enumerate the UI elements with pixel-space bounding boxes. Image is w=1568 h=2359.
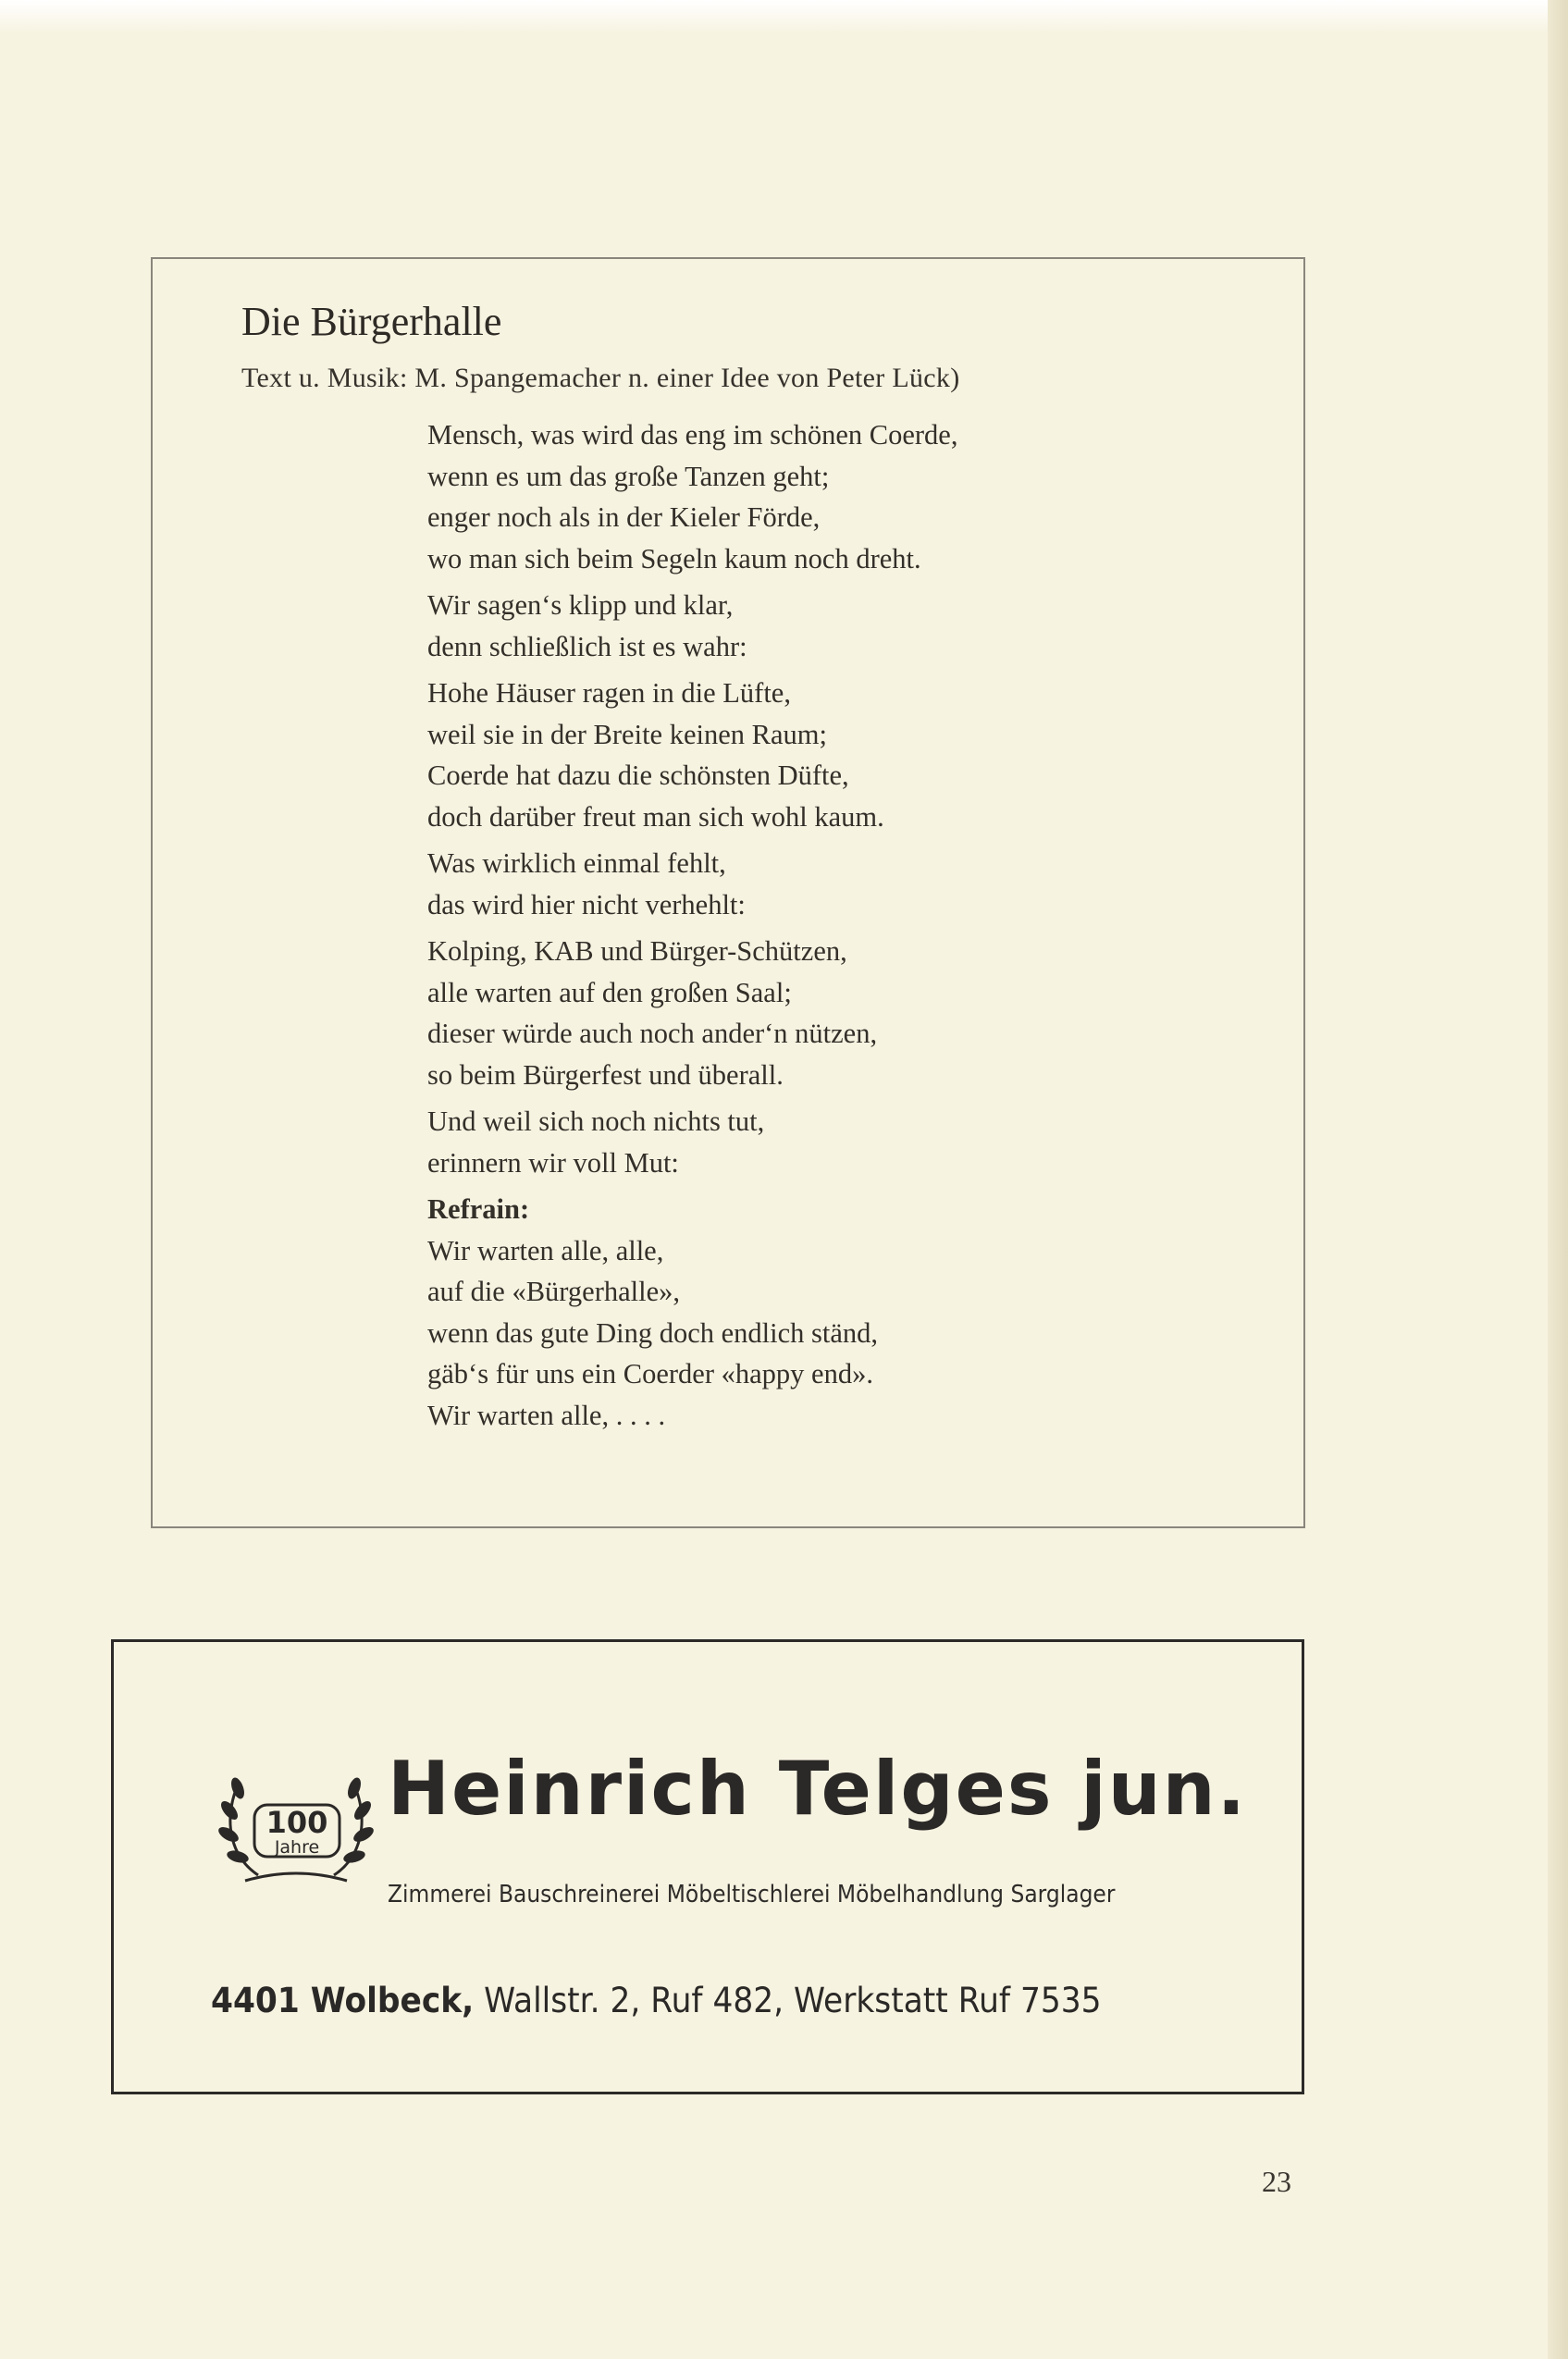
company-name: Heinrich Telges jun. xyxy=(388,1746,1248,1832)
anniversary-badge xyxy=(217,1757,375,1890)
lyric-line: Coerde hat dazu die schönsten Düfte, xyxy=(427,760,849,791)
lyric-line: wo man sich beim Segeln kaum noch dreht. xyxy=(427,542,921,574)
page-top-edge xyxy=(0,0,1568,33)
advertisement-box xyxy=(111,1639,1304,2094)
lyric-line: so beim Bürgerfest und überall. xyxy=(427,1058,784,1091)
refrain-line: Wir warten alle, . . . . xyxy=(427,1399,666,1431)
stanza-2 xyxy=(427,585,1260,667)
stanza-6 xyxy=(427,1101,1260,1183)
refrain-line: auf die «Bürgerhalle», xyxy=(427,1276,680,1307)
badge-number: 100 xyxy=(265,1805,328,1840)
lyric-line: denn schließlich ist es wahr: xyxy=(427,630,747,662)
refrain-line: gäb‘s für uns ein Coerder «happy end». xyxy=(427,1358,873,1389)
badge-label: Jahre xyxy=(274,1837,320,1858)
song-credit: Text u. Musik: M. Spangemacher n. einer Idee von Peter Lück) xyxy=(241,363,960,393)
refrain xyxy=(427,1189,1260,1436)
address-city: 4401 Wolbeck, xyxy=(211,1981,475,2020)
page-right-edge xyxy=(1548,0,1568,2359)
address-details: Wallstr. 2, Ruf 482, Werkstatt Ruf 7535 xyxy=(474,1981,1102,2020)
stanza-3 xyxy=(427,673,1260,837)
stanza-5 xyxy=(427,931,1260,1095)
lyric-line: wenn es um das große Tanzen geht; xyxy=(427,460,830,492)
lyric-line: Kolping, KAB und Bürger-Schützen, xyxy=(427,935,847,967)
lyric-line: Wir sagen‘s klipp und klar, xyxy=(427,589,734,621)
song-lyrics xyxy=(427,414,1260,1436)
lyric-line: erinnern wir voll Mut: xyxy=(427,1146,679,1179)
song-title: Die Bürgerhalle xyxy=(241,299,502,344)
lyric-line: das wird hier nicht verhehlt: xyxy=(427,888,746,920)
lyric-line: weil sie in der Breite keinen Raum; xyxy=(427,718,827,750)
refrain-label: Refrain: xyxy=(427,1193,530,1225)
company-address xyxy=(211,1981,1102,2020)
laurel-wreath-icon xyxy=(217,1757,375,1890)
lyric-line: Was wirklich einmal fehlt, xyxy=(427,847,726,879)
page-number: 23 xyxy=(1262,2165,1291,2198)
lyric-line: enger noch als in der Kieler Förde, xyxy=(427,501,821,533)
lyric-line: Mensch, was wird das eng im schönen Coerde, xyxy=(427,419,958,451)
stanza-1 xyxy=(427,414,1260,579)
lyric-line: Hohe Häuser ragen in die Lüfte, xyxy=(427,677,791,709)
stanza-4 xyxy=(427,843,1260,925)
refrain-line: Wir warten alle, alle, xyxy=(427,1234,664,1266)
lyric-line: alle warten auf den großen Saal; xyxy=(427,976,792,1008)
lyric-line: Und weil sich noch nichts tut, xyxy=(427,1105,765,1137)
lyric-line: doch darüber freut man sich wohl kaum. xyxy=(427,800,884,833)
lyric-line: dieser würde auch noch ander‘n nützen, xyxy=(427,1018,878,1049)
refrain-line: wenn das gute Ding doch endlich ständ, xyxy=(427,1316,879,1349)
song-box xyxy=(151,257,1305,1528)
company-services: Zimmerei Bauschreinerei Möbeltischlerei Möbelhandlung Sarglager xyxy=(388,1881,1116,1908)
